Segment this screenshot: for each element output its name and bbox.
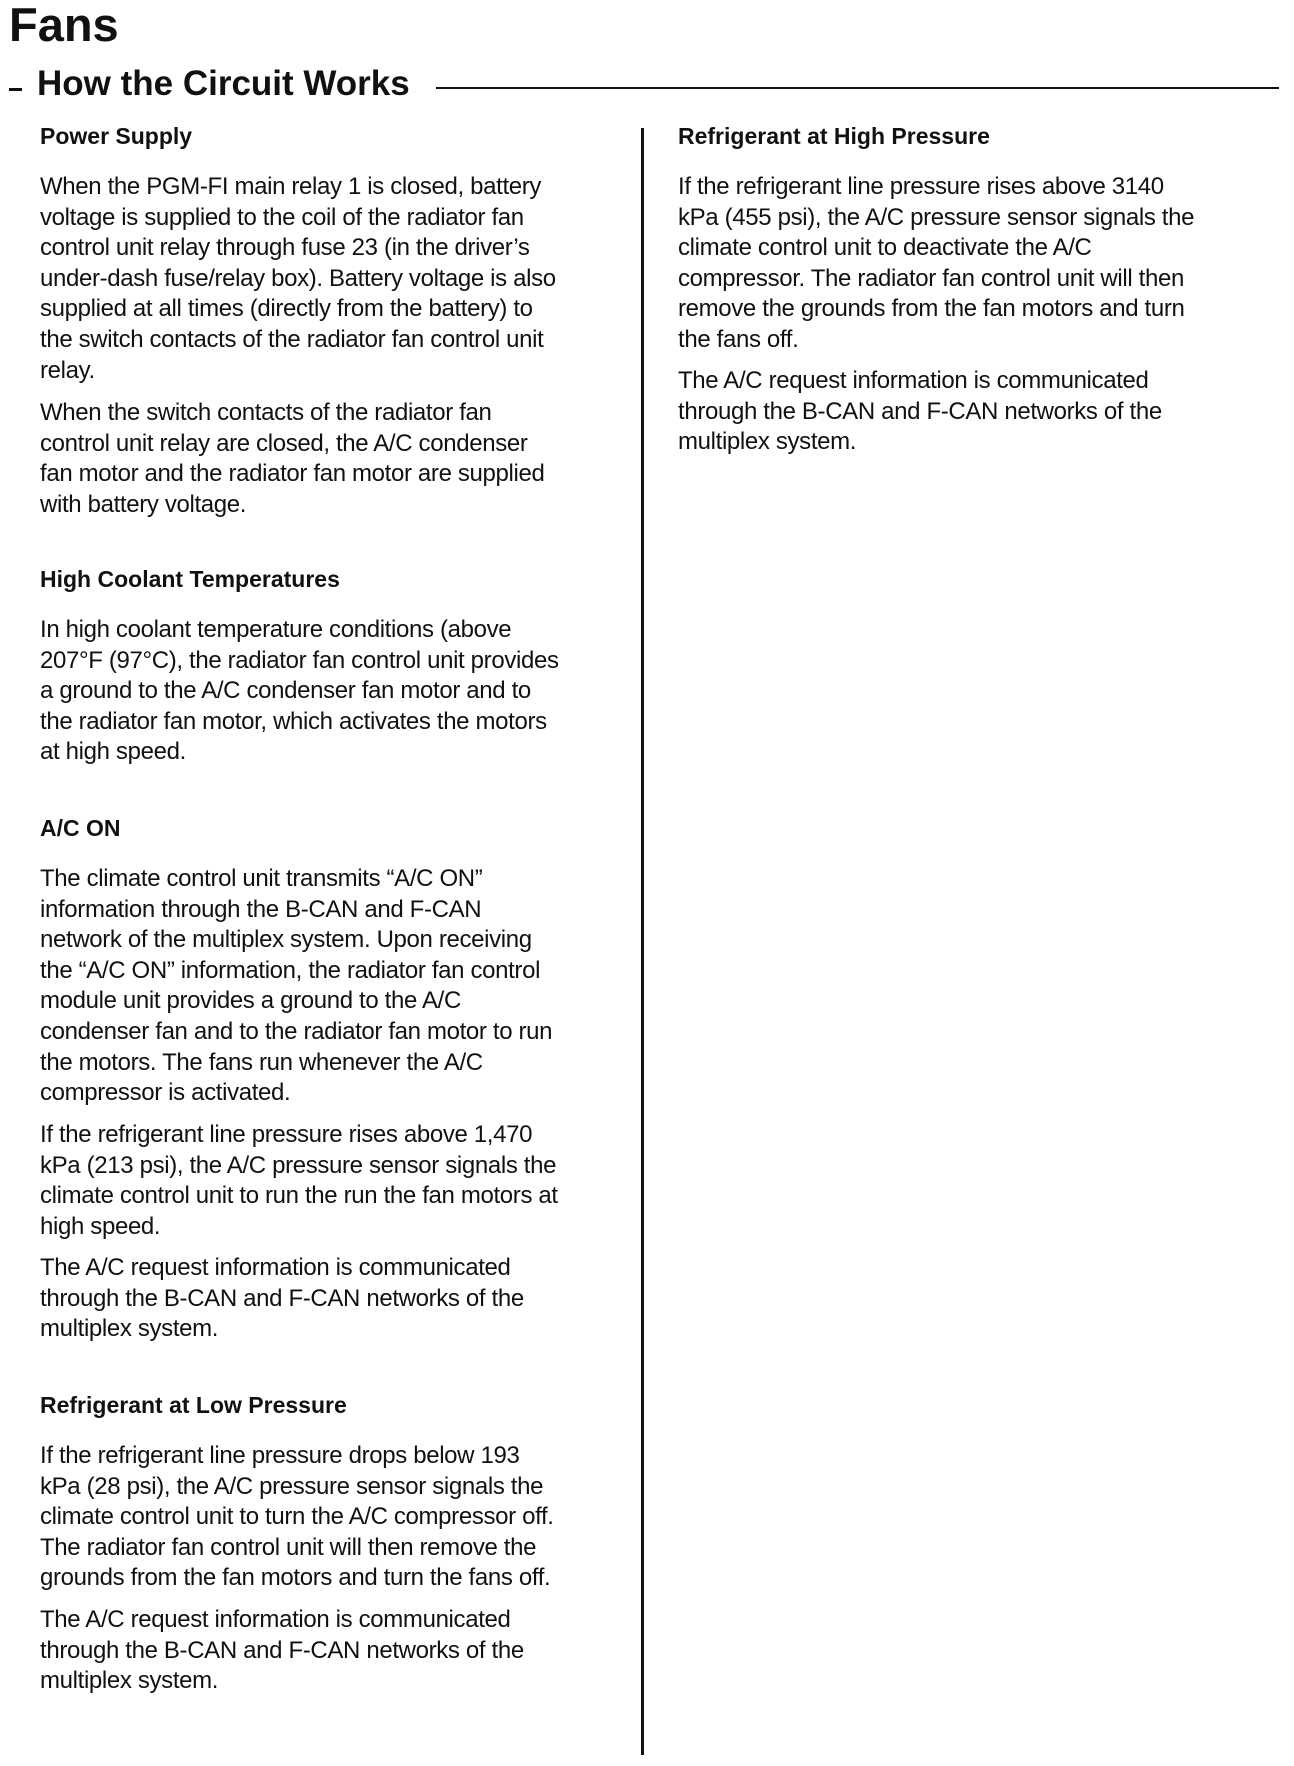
text-line: The A/C request information is communicated <box>40 1254 511 1281</box>
subsection-heading: Refrigerant at High Pressure <box>678 123 990 149</box>
text-line: the radiator fan motor, which activates the motors <box>40 707 547 735</box>
paragraph <box>40 1120 620 1242</box>
subsection-heading: A/C ON <box>40 815 121 841</box>
text-line: under-dash fuse/relay box). Battery voltage is also <box>40 264 556 292</box>
paragraph <box>40 615 620 768</box>
paragraph <box>40 398 620 520</box>
text-line: compressor. The radiator fan control unit will then <box>678 264 1184 292</box>
heading-dash <box>9 88 22 91</box>
text-line: through the B-CAN and F-CAN networks of the <box>678 397 1162 425</box>
heading-rule <box>436 87 1279 89</box>
text-line: the motors. The fans run whenever the A/C <box>40 1048 483 1076</box>
paragraph <box>678 366 1258 458</box>
text-line: multiplex system. <box>678 428 857 456</box>
text-line: compressor is activated. <box>40 1079 291 1107</box>
text-line: If the refrigerant line pressure drops below 193 <box>40 1442 520 1469</box>
text-line: the fans off. <box>678 325 799 353</box>
text-line: multiplex system. <box>40 1315 219 1343</box>
section-title: How the Circuit Works <box>37 64 410 103</box>
subsection-heading: High Coolant Temperatures <box>40 566 340 592</box>
text-line: information through the B-CAN and F-CAN <box>40 895 482 923</box>
text-line: high speed. <box>40 1212 161 1240</box>
text-line: a ground to the A/C condenser fan motor and to <box>40 677 531 705</box>
text-line: remove the grounds from the fan motors and turn <box>678 295 1185 323</box>
text-line: kPa (213 psi), the A/C pressure sensor signals the <box>40 1151 557 1179</box>
text-line: kPa (455 psi), the A/C pressure sensor signals the <box>678 203 1195 231</box>
text-line: climate control unit to turn the A/C compressor off. <box>40 1503 554 1531</box>
paragraph <box>40 172 620 386</box>
text-line: The A/C request information is communicated <box>40 1606 511 1633</box>
paragraph <box>40 1605 620 1697</box>
text-line: The climate control unit transmits “A/C ON” <box>40 865 483 892</box>
text-line: climate control unit to run the run the fan motors at <box>40 1182 558 1210</box>
text-line: The radiator fan control unit will then remove the <box>40 1533 537 1561</box>
text-line: When the PGM-FI main relay 1 is closed, battery <box>40 173 542 200</box>
paragraph <box>678 172 1258 356</box>
text-line: at high speed. <box>40 738 186 766</box>
text-line: grounds from the fan motors and turn the fans off. <box>40 1564 551 1592</box>
text-line: through the B-CAN and F-CAN networks of the <box>40 1284 524 1312</box>
text-line: the switch contacts of the radiator fan control unit <box>40 325 544 353</box>
text-line: the “A/C ON” information, the radiator fan control <box>40 956 541 984</box>
text-line: module unit provides a ground to the A/C <box>40 987 461 1015</box>
text-line: through the B-CAN and F-CAN networks of the <box>40 1636 524 1664</box>
text-line: condenser fan and to the radiator fan motor to run <box>40 1017 553 1045</box>
text-line: voltage is supplied to the coil of the radiator fan <box>40 203 524 231</box>
text-line: multiplex system. <box>40 1667 219 1695</box>
text-line: When the switch contacts of the radiator fan <box>40 399 492 426</box>
subsection-heading: Refrigerant at Low Pressure <box>40 1392 347 1418</box>
text-line: If the refrigerant line pressure rises above 1,470 <box>40 1121 533 1148</box>
paragraph <box>40 1253 620 1345</box>
text-line: control unit relay are closed, the A/C condenser <box>40 429 528 457</box>
text-line: The A/C request information is communicated <box>678 367 1149 394</box>
paragraph <box>40 1441 620 1594</box>
text-line: kPa (28 psi), the A/C pressure sensor signals the <box>40 1472 544 1500</box>
text-line: In high coolant temperature conditions (above <box>40 616 512 643</box>
text-line: 207°F (97°C), the radiator fan control unit provides <box>40 646 559 674</box>
text-line: network of the multiplex system. Upon receiving <box>40 926 532 954</box>
text-line: control unit relay through fuse 23 (in the driver’s <box>40 234 530 262</box>
text-line: supplied at all times (directly from the battery) to <box>40 295 533 323</box>
text-line: fan motor and the radiator fan motor are supplied <box>40 460 545 488</box>
text-line: If the refrigerant line pressure rises above 3140 <box>678 173 1164 200</box>
column-divider <box>641 128 644 1755</box>
subsection-heading: Power Supply <box>40 123 193 149</box>
page-title: Fans <box>9 0 119 51</box>
text-line: relay. <box>40 356 95 384</box>
text-line: with battery voltage. <box>40 490 247 518</box>
text-line: climate control unit to deactivate the A/C <box>678 234 1092 262</box>
paragraph <box>40 864 620 1109</box>
